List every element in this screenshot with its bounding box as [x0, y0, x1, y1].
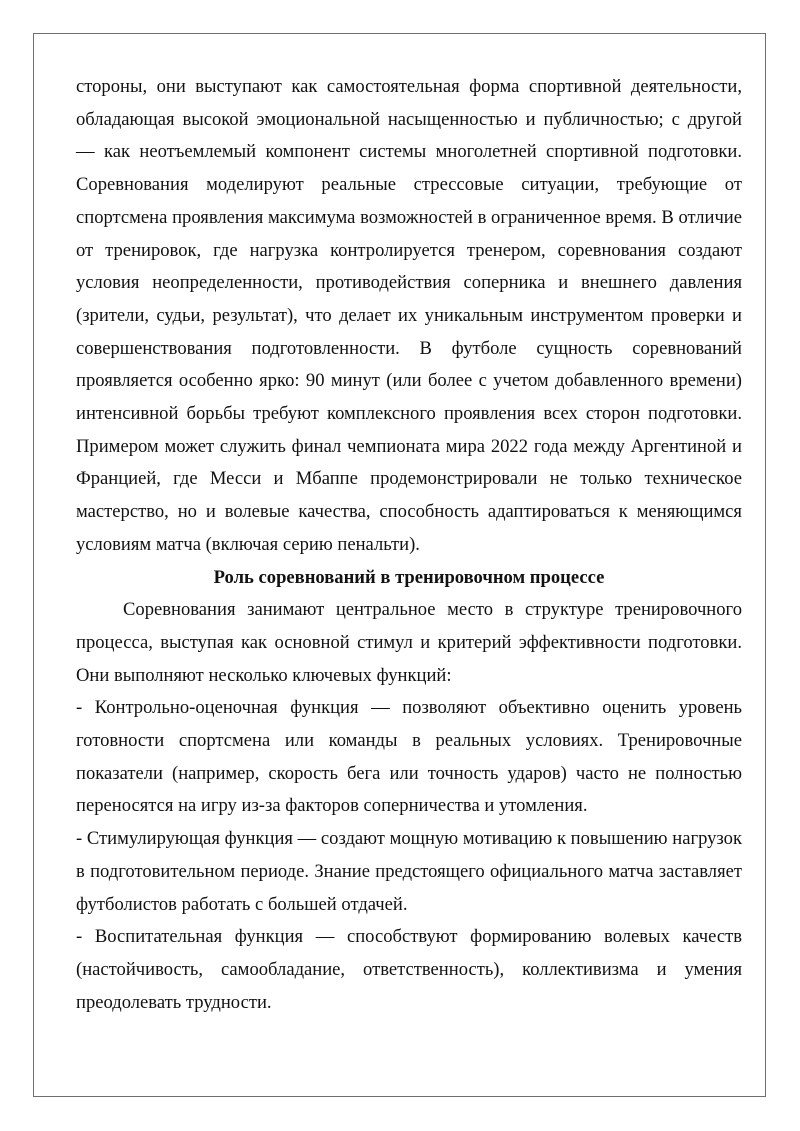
section-heading: Роль соревнований в тренировочном процессе: [213, 566, 605, 588]
function-item-educational: - Воспитательная функция — способствуют формированию волевых качеств (настойчивость, самообладание, ответственность), коллективизма и умения преодолевать трудности.: [76, 926, 742, 1013]
function-item-control: - Контрольно-оценочная функция — позволяют объективно оценить уровень готовности спортсмена или команды в реальных условиях. Тренировочные показатели (например, скорость бега или точность ударов) часто не полностью переносятся на игру из-за факторов соперничества и утомления.: [76, 697, 742, 817]
section-paragraph: Соревнования занимают центральное место в структуре тренировочного процесса, выступая как основной стимул и критерий эффективности подготовки. Они выполняют несколько ключевых функций:: [76, 599, 742, 686]
document-body: [76, 71, 742, 1019]
intro-paragraph: стороны, они выступают как самостоятельная форма спортивной деятельности, обладающая высокой эмоциональной насыщенностью и публичностью; с другой — как неотъемлемый компонент системы многолетней спортивной подготовки. Соревнования моделируют реальные стрессовые ситуации, требующие от спортсмена проявления максимума возможностей в ограниченное время. В отличие от тренировок, где нагрузка контролируется тренером, соревнования создают условия неопределенности, противодействия соперника и внешнего давления (зрители, судьи, результат), что делает их уникальным инструментом проверки и совершенствования подготовленности. В футболе сущность соревнований проявляется особенно ярко: 90 минут (или более с учетом добавленного времени) интенсивной борьбы требуют комплексного проявления всех сторон подготовки. Примером может служить финал чемпионата мира 2022 года между Аргентиной и Францией, где Месси и Мбаппе продемонстрировали не только техническое мастерство, но и волевые качества, способность адаптироваться к меняющимся условиям матча (включая серию пенальти).: [76, 76, 742, 555]
function-item-stimulating: - Стимулирующая функция — создают мощную мотивацию к повышению нагрузок в подготовительном периоде. Знание предстоящего официального матча заставляет футболистов работать с большей отдачей.: [76, 828, 742, 915]
